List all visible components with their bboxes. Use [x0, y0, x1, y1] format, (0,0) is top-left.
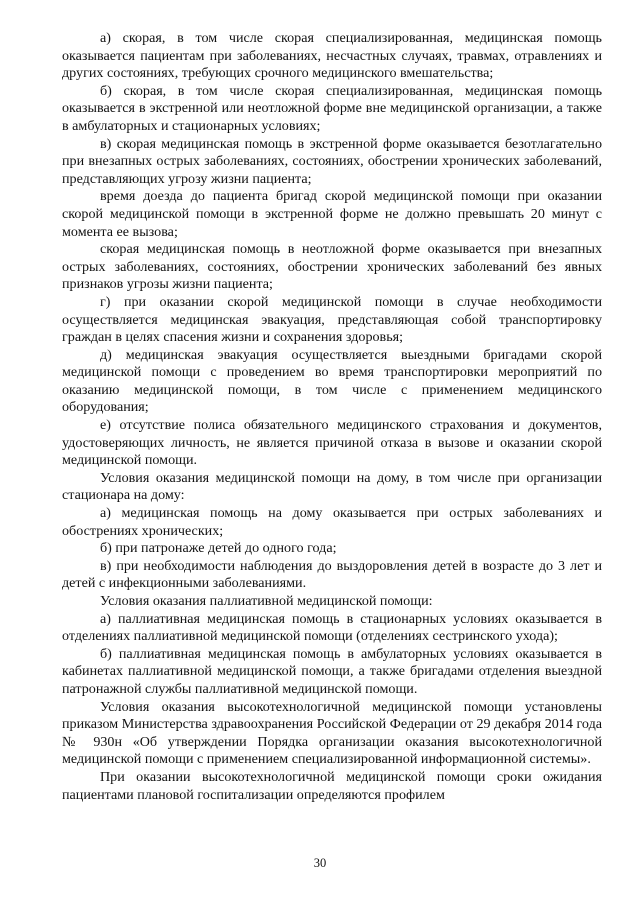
paragraph: е) отсутствие полиса обязательного медицинского страхования и документов, удостоверяющих личность, не является причиной отказа в вызове и оказании скорой медицинской помощи. [62, 417, 602, 469]
paragraph: Условия оказания медицинской помощи на дому, в том числе при организации стационара на дому: [62, 469, 602, 504]
paragraph: Условия оказания паллиативной медицинской помощи: [100, 593, 433, 609]
paragraph: а) паллиативная медицинская помощь в стационарных условиях оказывается в отделениях паллиативной медицинской помощи (отделениях сестринского ухода); [62, 610, 602, 645]
page-number: 30 [313, 856, 327, 870]
paragraph: б) скорая, в том числе скорая специализированная, медицинская помощь оказывается в экстренной или неотложной форме вне медицинской организации, а также в амбулаторных и стационарных условиях; [62, 82, 602, 134]
paragraph: а) медицинская помощь на дому оказывается при острых заболеваниях и обострениях хронических; [62, 505, 602, 539]
paragraph: а) скорая, в том числе скорая специализированная, медицинская помощь оказывается пациентам при заболеваниях, несчастных случаях, травмах, отравлениях и других состояниях, требующих срочного медицинского вмешательства; [62, 30, 602, 82]
paragraph: Условия оказания высокотехнологичной медицинской помощи установлены приказом Министерства здравоохранения Российской Федерации от 29 декабря 2014 года № 930н «Об утверждении Порядка организации оказания высокотехнологичной медицинской помощи с применением специализированной информационной системы». [62, 698, 602, 768]
document-body [62, 30, 602, 804]
paragraph: б) паллиативная медицинская помощь в амбулаторных условиях оказывается в кабинетах паллиативной медицинской помощи, а также бригадами отделения выездной патронажной службы паллиативной медицинской помощи. [62, 645, 602, 697]
paragraph: время доезда до пациента бригад скорой медицинской помощи при оказании скорой медицинской помощи в экстренной форме не должно превышать 20 минут с момента ее вызова; [62, 188, 602, 240]
paragraph: При оказании высокотехнологичной медицинской помощи сроки ожидания пациентами плановой госпитализации определяются профилем [62, 768, 602, 803]
paragraph: скорая медицинская помощь в неотложной форме оказывается при внезапных острых заболеваниях, состояниях, обострении хронических заболеваний без явных признаков угрозы жизни пациента; [62, 241, 602, 293]
paragraph: г) при оказании скорой медицинской помощи в случае необходимости осуществляется медицинская эвакуация, представляющая собой транспортировку граждан в целях спасения жизни и сохранения здоровья; [62, 293, 602, 346]
paragraph: д) медицинская эвакуация осуществляется выездными бригадами скорой медицинской помощи с проведением во время транспортировки мероприятий по оказанию медицинской помощи, в том числе с применением медицинского оборудования; [62, 346, 602, 416]
paragraph: в) скорая медицинская помощь в экстренной форме оказывается безотлагательно при внезапных острых заболеваниях, состояниях, обострении хронических заболеваний, представляющих угрозу жизни пациента; [62, 135, 602, 187]
paragraph: б) при патронаже детей до одного года; [100, 540, 337, 557]
paragraph: в) при необходимости наблюдения до выздоровления детей в возрасте до 3 лет и детей с инфекционными заболеваниями. [62, 557, 602, 592]
